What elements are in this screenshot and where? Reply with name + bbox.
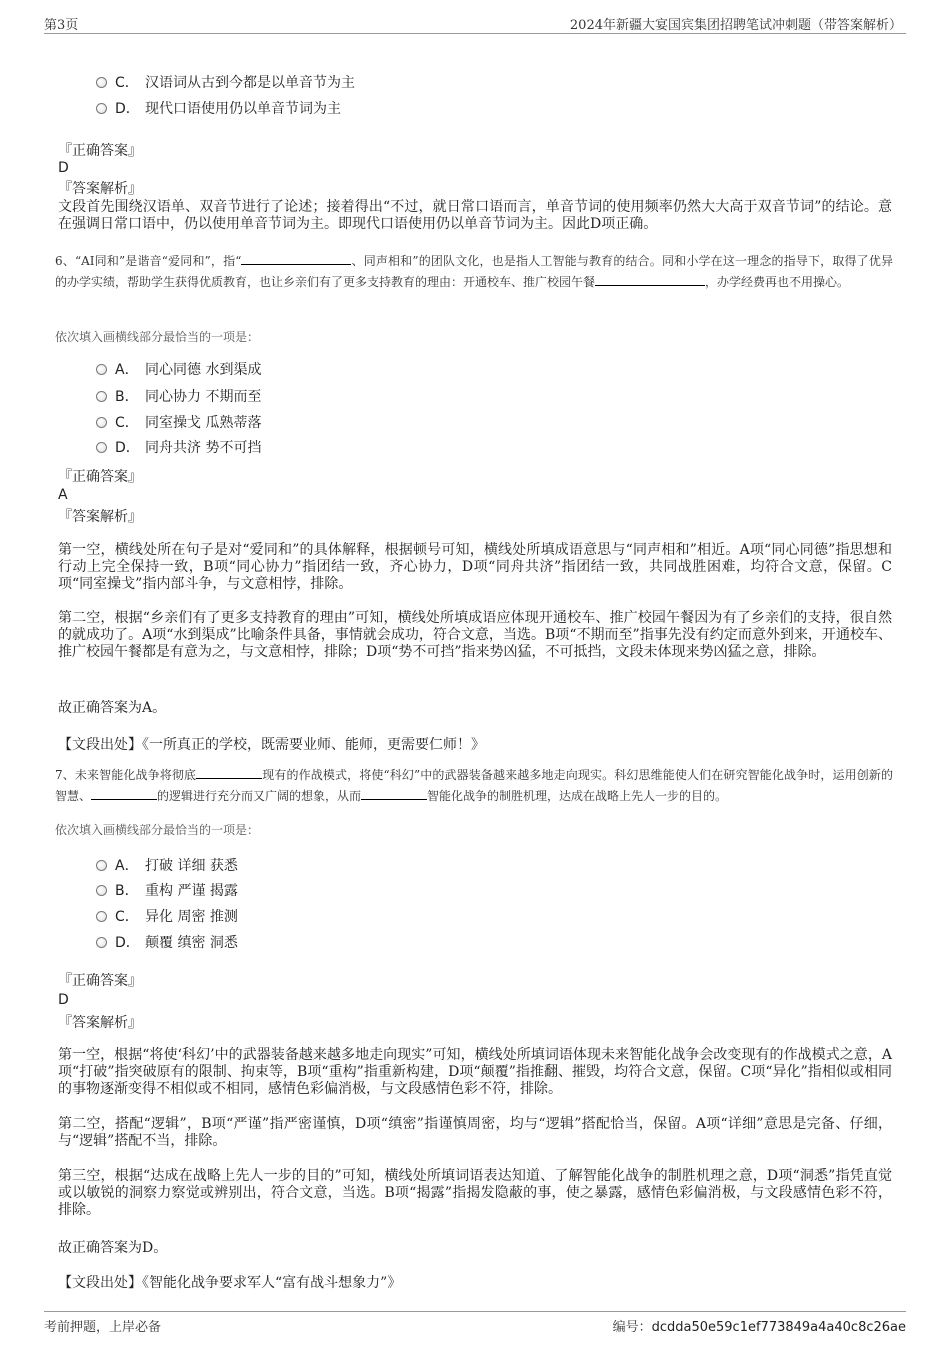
q6-option-a[interactable]: A． 同心同德 水到渠成	[96, 359, 261, 381]
q5-option-c[interactable]: C． 汉语词从古到今都是以单音节为主	[96, 72, 355, 94]
radio-icon[interactable]	[96, 860, 107, 871]
q7-option-a[interactable]: A． 打破 详细 获悉	[96, 855, 238, 877]
q7-source: 【文段出处】《智能化战争要求军人“富有战斗想象力”》	[58, 1275, 402, 1291]
q7-answer-label: 『正确答案』	[58, 973, 142, 989]
q6-option-c[interactable]: C． 同室操戈 瓜熟蒂落	[96, 412, 261, 434]
q7-instruction: 依次填入画横线部分最恰当的一项是：	[55, 823, 260, 837]
q5-answer-label: 『正确答案』	[58, 143, 142, 159]
q7-option-c[interactable]: C． 异化 周密 推测	[96, 906, 238, 928]
document-title: 2024年新疆大宴国宾集团招聘笔试冲刺题（带答案解析）	[569, 18, 902, 33]
q7-analysis-p2: 第二空，搭配“逻辑”，B项“严谨”指严密谨慎，D项“缜密”指谨慎周密，均与“逻辑”搭配恰当，保留。A项“详细”意思是完备、仔细，与“逻辑”搭配不当，排除。	[58, 1116, 892, 1149]
radio-icon[interactable]	[96, 364, 107, 375]
blank-line	[241, 252, 351, 265]
q7-option-d[interactable]: D． 颠覆 缜密 洞悉	[96, 932, 238, 954]
radio-icon[interactable]	[96, 417, 107, 428]
page-number: 第3页	[44, 18, 79, 33]
blank-line	[361, 787, 427, 800]
q6-answer: A	[58, 487, 68, 503]
q6-option-b[interactable]: B． 同心协力 不期而至	[96, 386, 261, 408]
q6-conclusion: 故正确答案为A。	[58, 700, 167, 716]
q6-option-d[interactable]: D． 同舟共济 势不可挡	[96, 437, 261, 459]
q6-source: 【文段出处】《一所真正的学校，既需要业师、能师，更需要仁师！》	[58, 737, 485, 753]
radio-icon[interactable]	[96, 77, 107, 88]
q5-option-d[interactable]: D． 现代口语使用仍以单音节词为主	[96, 98, 341, 120]
blank-line	[595, 273, 705, 286]
q6-analysis-label: 『答案解析』	[58, 509, 142, 525]
radio-icon[interactable]	[96, 103, 107, 114]
page-header	[44, 10, 906, 34]
q7-analysis-label: 『答案解析』	[58, 1015, 142, 1031]
q7-option-b[interactable]: B． 重构 严谨 揭露	[96, 880, 238, 902]
q6-instruction: 依次填入画横线部分最恰当的一项是：	[55, 330, 260, 344]
radio-icon[interactable]	[96, 937, 107, 948]
radio-icon[interactable]	[96, 911, 107, 922]
radio-icon[interactable]	[96, 391, 107, 402]
blank-line	[196, 766, 262, 779]
page-footer	[44, 1311, 906, 1335]
footer-slogan: 考前押题，上岸必备	[44, 1320, 162, 1335]
q5-analysis: 文段首先围绕汉语单、双音节进行了论述；接着得出“不过，就日常口语而言，单音节词的使用频率仍然大大高于双音节词”的结论。意在强调日常口语中，仍以使用单音节词为主。即现代口语使用仍以单音节词为主。因此D项正确。	[58, 199, 892, 232]
radio-icon[interactable]	[96, 885, 107, 896]
q7-conclusion: 故正确答案为D。	[58, 1240, 168, 1256]
radio-icon[interactable]	[96, 442, 107, 453]
q7-answer: D	[58, 992, 69, 1008]
q6-question: 6、“AI同和”是谐音“爱同和”，指“ 、同声相和”的团队文化，也是指人工智能与教育的结合。同和小学在这一理念的指导下，取得了优异的办学实绩，帮助学生获得优质教育，也让乡亲们有了更多支持教育的理由：开通校车、推广校园午餐 ，办学经费再也不用操心。	[55, 254, 894, 289]
q7-question: 7、未来智能化战争将彻底 现有的作战模式，将使“科幻”中的武器装备越来越多地走向现实。科幻思维能使人们在研究智能化战争时，运用创新的智慧、 的逻辑进行充分而又广阔的想象，从而 智能化战争的制胜机理，达成在战略上先人一步的目的。	[55, 768, 894, 803]
q6-analysis-p2: 第二空，根据“乡亲们有了更多支持教育的理由”可知，横线处所填成语应体现开通校车、推广校园午餐因为有了乡亲们的支持，很自然的就成功了。A项“水到渠成”比喻条件具备，事情就会成功，符合文意，当选。B项“不期而至”指事先没有约定而意外到来，开通校车、推广校园午餐都是有意为之，与文意相悖，排除；D项“势不可挡”指来势凶猛，不可抵挡，文段未体现来势凶猛之意，排除。	[58, 610, 892, 660]
q6-analysis-p1: 第一空，横线处所在句子是对“爱同和”的具体解释，根据顿号可知，横线处所填成语意思与“同声相和”相近。A项“同心同德”指思想和行动上完全保持一致，B项“同心协力”指团结一致，齐心协力，D项“同舟共济”指团结一致，共同战胜困难，均符合文意，保留。C项“同室操戈”指内部斗争，与文意相悖，排除。	[58, 542, 892, 592]
q6-answer-label: 『正确答案』	[58, 469, 142, 485]
blank-line	[91, 787, 157, 800]
q5-analysis-label: 『答案解析』	[58, 181, 142, 197]
document-id: 编号：dcdda50e59c1ef773849a4a40c8c26ae	[612, 1320, 906, 1335]
q5-answer: D	[58, 160, 69, 176]
q7-analysis-p3: 第三空，根据“达成在战略上先人一步的目的”可知，横线处所填词语表达知道、了解智能化战争的制胜机理之意，D项“洞悉”指凭直觉或以敏锐的洞察力察觉或辨别出，符合文意，当选。B项“揭露”指揭发隐蔽的事，使之暴露，感情色彩偏消极，与文段感情色彩不符，排除。	[58, 1168, 892, 1218]
q7-analysis-p1: 第一空，根据“将使‘科幻’中的武器装备越来越多地走向现实”可知，横线处所填词语体现未来智能化战争会改变现有的作战模式之意，A项“打破”指突破原有的限制、拘束等，B项“重构”指重新构建，D项“颠覆”指推翻、摧毁，均符合文意，保留。C项“异化”指相似或相同的事物逐渐变得不相似或不相同，感情色彩偏消极，与文段感情色彩不符，排除。	[58, 1047, 892, 1097]
